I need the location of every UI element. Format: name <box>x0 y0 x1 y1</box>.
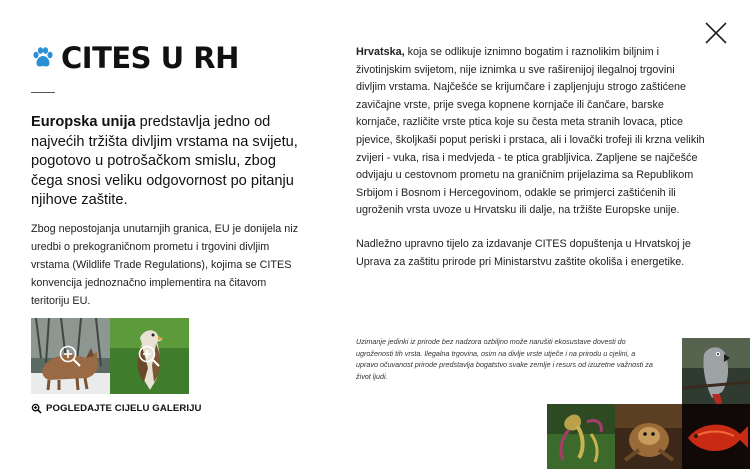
intro-lead-strong: Europska unija <box>31 114 136 130</box>
page-title: CITES U RH <box>61 41 239 75</box>
close-icon[interactable] <box>704 21 728 45</box>
photo-arowana-fish <box>682 404 750 469</box>
croatia-strong: Hrvatska, <box>356 46 405 58</box>
title-divider <box>31 92 55 93</box>
gallery-thumbnails <box>31 318 190 394</box>
intro-lead-text: predstavlja jedno od najvećih tržišta divljim vrstama na svijetu, pogotovo u potrošačkom smislu, zbog čega snosi veliku odgovornost po pitanju njihove zaštite. <box>31 114 298 208</box>
intro-body: Zbog nepostojanja unutarnjih granica, EU je donijela niz uredbi o prekograničnom prometu i trgovini divljim vrstama (Wildlife Trade Regulations), kojima se CITES konvencija jednoznačno implementira na čitavom teritoriju EU. <box>31 223 299 307</box>
zoom-in-icon <box>137 344 161 368</box>
page-header <box>31 41 239 75</box>
croatia-paragraph <box>356 44 706 220</box>
photo-caption: Uzimanje jedinki iz prirode bez nadzora ozbiljno može narušiti ekosustave dovesti do ugroženosti tih vrsta. Ilegalna trgovina, osim na divlje vrste utječe i na prirodu u cjelini, a upravo očuvanost prirode predstavlja bogatstvo svake zemlje i resurs od izuzetne važnosti za život ljudi. <box>356 337 653 381</box>
gallery-thumb-lynx[interactable] <box>31 318 110 394</box>
croatia-section <box>356 44 706 287</box>
gallery-thumb-eagle[interactable] <box>110 318 189 394</box>
photo-primate <box>615 404 682 469</box>
zoom-in-icon <box>58 344 82 368</box>
photo-parrot <box>682 338 750 404</box>
view-gallery-link[interactable] <box>31 403 202 414</box>
photo-orchid <box>547 404 615 469</box>
croatia-text: koja se odlikuje iznimno bogatim i raznolikim biljnim i životinjskim svijetom, nije iznimka u sve raširenijoj ilegalnoj trgovini divljim vrstama. Najčešće se krijumčare i zapljenjuju strogo zaštićene zavičajne vrste, prije svega kopnene kornjače ili čančare, barske kornjače, različite vrste ptica koje su česta meta stranih lovaca, ptice pjevice, školjkaši poput periski i prstaca, ali i lovački trofeji ili krzna velikih zvijeri - vuka, risa i medvjeda - te ptica grabljivica. Zapljene se najčešće odvijaju u cestovnom prometu na graničnim prijelazima sa Republikom Srbijom i Bosnom i Hercegovinom, odakle se primjerci zaštićenih ili ugroženih vrsta uvoze u Hrvatsku ili dalje, na tržište Europske unije. <box>356 46 705 217</box>
paw-icon <box>31 46 55 70</box>
authority-paragraph: Nadležno upravno tijelo za izdavanje CITES dopuštenja u Hrvatskoj je Uprava za zaštitu prirode pri Ministarstvu zaštite okoliša i energetike. <box>356 237 691 268</box>
search-icon <box>31 403 42 414</box>
intro-lead <box>31 113 301 211</box>
view-gallery-label: POGLEDAJTE CIJELU GALERIJU <box>46 403 202 414</box>
